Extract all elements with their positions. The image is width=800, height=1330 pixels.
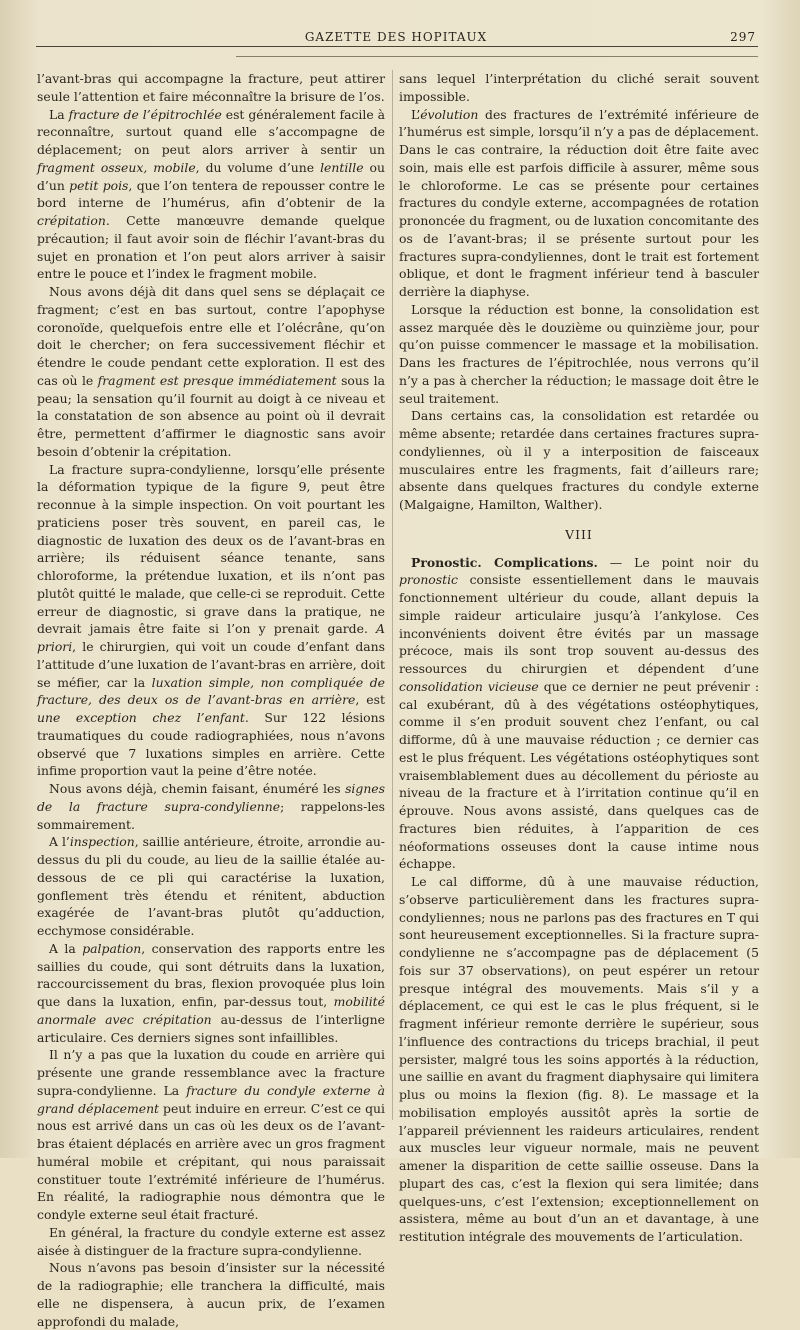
text-run: au-dessus de l’interligne articulaire. Ces derniers signes sont infaillibles. [37,1011,385,1045]
text-run: est généralement facile à reconnaître, surtout quand elle s’accompagne de déplacement; on peut alors arriver à sentir un [37,106,386,157]
italic-text: fracture de l’épitrochlée [68,106,222,122]
italic-text: mobilité anormale avec crépitation [37,994,385,1027]
paragraph [37,1259,385,1330]
text-run: Il n’y a pas que la luxation du coude en arrière qui présente une grande ressemblance avec la fracture supra-condylienne. La [37,1047,385,1098]
paragraph [399,106,759,301]
text-run: Nous avons déjà, chemin faisant, énuméré les [49,781,346,796]
column-divider [392,70,393,1120]
text-run: A la [49,940,83,956]
paragraph [37,940,385,1047]
section-heading: Pronostic. Complications. [411,554,598,570]
italic-text: A priori [37,621,385,654]
journal-title: GAZETTE DES HOPITAUX [304,30,488,44]
text-run: que ce dernier ne peut prévenir : cal exubérant, dû à des végétations ostéophytiques, comme il s’en produit souvent chez l’enfant, ou cal difforme, dû à une mauvaise réduction ; ce dernier cas est le plus fréquent. Les végétations ostéophytiques sont vraisemblablement dues au décollement du périoste au niveau de la fracture et à l’irritation continue qu’il en éprouve. Nous avons assisté, dans quelques cas de fractures bien réduites, à l’apparition de ces néoformations osseuses dont la cause intime nous échappe. [399,678,759,872]
italic-text: consolidation vicieuse [399,678,539,694]
italic-text: signes de la fracture supra-condylienne [37,781,385,814]
text-run: . Cette manœuvre demande quelque précaution; il faut avoir soin de fléchir l’avant-bras du sujet en pronation et l’on peut alors arriver à saisir entre le pouce et l’index le fragment mobile. [37,213,385,282]
text-run: . Sur 122 lésions traumatiques du coude radiographiées, nous n’avons observé que 7 luxations simples en arrière. Cette infime proportion vaut la peine d’être notée. [37,710,385,779]
italic-text: luxation simple, non compliquée de fracture, des deux os de l’avant-bras en arrière [37,674,385,708]
text-run: , conservation des rapports entre les saillies du coude, qui sont détruits dans la luxation, raccourcissement du bras, flexion provoquée plus loin que dans la luxation, enfin, par-dessus tout, [37,940,385,1009]
text-run: A l’ [49,834,70,850]
paragraph [399,301,759,408]
section-number: VIII [565,526,593,542]
italic-text: fracture du condyle externe à grand déplacement [37,1082,385,1116]
italic-text: pronostic [399,572,458,588]
paragraph [37,70,385,106]
text-run: consiste essentiellement dans le mauvais fonctionnement ultérieur du coude, allant depuis la simple raideur articulaire jusqu’à l’ankylose. Ces inconvénients doivent être évités par un massage précoce, mais ils sont trop souvent au-dessus des ressources du chirurgien et dépendent d’une [399,572,759,676]
text-run: , que l’on tentera de repousser contre le bord interne de l’humérus, afin d’obtenir de la [37,177,385,211]
italic-text: lentille [320,159,364,175]
text-run: ou d’un [37,159,385,193]
right-column [399,70,759,1246]
paragraph [37,461,385,781]
italic-text: palpation [82,940,142,956]
text-run: Nous n’avons pas besoin d’insister sur la nécessité de la radiographie; elle tranchera la difficulté, mais elle ne dispensera, à aucun prix, de l’examen approfondi du malade, [37,1260,385,1329]
italic-text: inspection [69,834,135,850]
text-run: Le cal difforme, dû à une mauvaise réduction, s’observe particulièrement dans les fractures supra-condyliennes; nous ne parlons pas des fractures en T qui sont heureusement exceptionnelles. Si la fracture supra-condylienne ne s’accompagne pas de déplacement (5 fois sur 37 observations), on peut espérer un retour presque intégral des mouvements. Mais s’il y a déplacement, ce qui est le cas le plus fréquent, si le fragment inférieur remonte derrière le supérieur, sous l’influence des contractions du triceps brachial, il peut persister, malgré tous les soins apportés à la réduction, une saillie en avant du fragment diaphysaire qui limitera plus ou moins la flexion (fig. 8). Le massage et la mobilisation employés aussitôt après la sortie de l’appareil préviennent les raideurs articulaires, rendent aux muscles leur vigueur normale, mais ne peuvent amener la disparition de cette saillie osseuse. Dans la plupart des cas, c’est la flexion qui sera limitée; dans quelques-uns, c’est l’extension; exceptionnellement on assistera, même au bout d’un an et davantage, à une restitution intégrale des mouvements de l’articulation. [399,874,759,1244]
text-run: La fracture supra-condylienne, lorsqu’elle présente la déformation typique de la figure 9, peut être reconnue à la simple inspection. On voit pourtant les praticiens poser très souvent, en pareil cas, le diagnostic de luxation des deux os de l’avant-bras en arrière; ils réduisent séance tenante, sans chloroforme, la prétendue luxation, et ils n’ont pas plutôt quitté le malade, que celle-ci se reproduit. Cette erreur de diagnostic, si grave dans la pratique, ne devrait jamais être faite si l’on y prenait garde. [37,461,385,637]
text-run: l’avant-bras qui accompagne la fracture, peut attirer seule l’attention et faire méconnaître la brisure de l’os. [37,71,385,104]
text-run: peut induire en erreur. C’est ce qui nous est arrivé dans un cas où les deux os de l’avant-bras étaient déplacés en arrière avec un gros fragment huméral mobile et crépitant, qui nous paraissait constituer toute l’extrémité inférieure de l’humérus. En réalité, la radiographie nous démontra que le condyle externe seul était fracturé. [37,1100,385,1222]
text-run: Dans certains cas, la consolidation est retardée ou même absente; retardée dans certaines fractures supra-condyliennes, où il y a interposition de faisceaux musculaires entre les fragments, fait d’ailleurs rare; absente dans quelques fractures du condyle externe (Malgaigne, Hamilton, Walther). [399,408,759,512]
paragraph [399,554,759,874]
text-run: , est [355,692,385,708]
paragraph [37,780,385,833]
paragraph [37,1046,385,1224]
italic-text: fragment est presque immédiatement [97,372,337,388]
italic-text: fragment osseux, mobile [37,159,196,175]
italic-text: une exception chez l’enfant [37,710,245,725]
text-run: Lorsque la réduction est bonne, la consolidation est assez marquée dès le douzième ou quinzième jour, pour qu’on puisse commencer le massage et la mobilisation. Dans les fractures de l’épitrochlée, nous verrons qu’il n’y a pas à chercher la réduction; le massage doit être le seul traitement. [399,301,759,406]
paragraph [399,407,759,514]
paragraph [37,106,385,284]
text-run: sans lequel l’interprétation du cliché serait souvent impossible. [399,71,759,104]
text-run: , du volume d’une [195,159,321,175]
italic-text: petit pois [69,177,129,193]
paragraph [37,833,385,940]
italic-text: crépitation [37,213,106,228]
text-run: — Le point noir du [597,554,760,570]
paragraph [399,70,759,106]
header-rule [36,46,758,47]
page-number: 297 [730,30,756,44]
header-rule-thin [236,56,758,57]
paragraph [37,1224,385,1260]
text-run: La [49,106,69,122]
text-run: L’ [411,106,421,122]
text-run: En général, la fracture du condyle externe est assez aisée à distinguer de la fracture supra-condylienne. [37,1224,385,1258]
paragraph [399,873,759,1246]
italic-text: évolution [420,106,479,122]
text-run: , saillie antérieure, étroite, arrondie au-dessus du pli du coude, au lieu de la saillie étalée au-dessous de ce pli qui caractérise la luxation, gonflement très étendu et rénitent, abduction exagérée de l’avant-bras plutôt qu’adduction, ecchymose considérable. [37,834,385,938]
left-column [37,70,385,1330]
text-run: , le chirurgien, qui voit un coude d’enfant dans l’attitude d’une luxation de l’avant-bras en arrière, doit se méfier, car la [37,639,385,690]
text-run: ; rappelons-les sommairement. [37,798,385,832]
text-run: sous la peau; la sensation qu’il fournit au doigt à ce niveau et la constatation de son absence au point où il devrait être, permettent d’affirmer le diagnostic sans avoir besoin d’obtenir la crépitation. [37,372,385,459]
text-run: des fractures de l’extrémité inférieure de l’humérus est simple, lorsqu’il n’y a pas de déplacement. Dans le cas contraire, la réduction doit être faite avec soin, mais elle est parfois difficile à assurer, même sous le chloroforme. Le cas se présente pour certaines fractures du condyle externe, accompagnées de rotation prononcée du fragment, ou de luxation concomitante des os de l’avant-bras; il se présente surtout pour les fractures supra-condyliennes, dont le trait est fortement oblique, et dont le fragment inférieur tend à basculer derrière la diaphyse. [399,106,759,299]
paragraph [37,283,385,461]
text-run: Nous avons déjà dit dans quel sens se déplaçait ce fragment; c’est en bas surtout, contre l’apophyse coronoïde, quelquefois entre elle et l’olécrâne, qu’on doit le chercher; on fera successivement fléchir et étendre le coude pendant cette exploration. Il est des cas où le [37,284,385,388]
